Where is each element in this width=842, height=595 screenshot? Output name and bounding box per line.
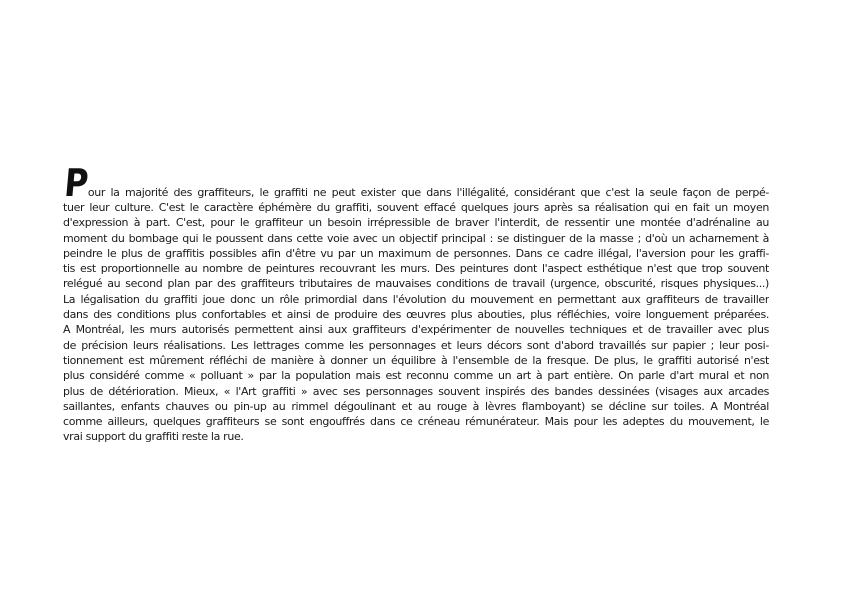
text-line: peindre le plus de graffitis possibles afin d'être vu par un maximum de personnes. Dans ce cadre illégal, l'aversion pour les graffi- (63, 246, 769, 260)
drop-cap: P (62, 161, 91, 205)
text-line: comme ailleurs, quelques graffiteurs se sont engouffrés dans ce créneau rémunérateur. Mais pour les adeptes du mouvement, le (63, 415, 769, 429)
text-line: dans des conditions plus confortables et ainsi de produire des œuvres plus abouties, plus réfléchies, voire longuement préparées. (63, 308, 769, 322)
text-line: d'expression à part. C'est, pour le graffiteur un besoin irrépressible de braver l'interdit, de ressentir une montée d'adrénaline au (63, 216, 769, 230)
text-line: vrai support du graffiti reste la rue. (63, 430, 244, 444)
text-line: de précision leurs réalisations. Les lettrages comme les personnages et leurs décors sont d'abord travaillés sur papier ; leur posi- (63, 338, 769, 352)
first-line (62, 160, 769, 205)
text-line: tionnement est mûrement réfléchi de manière à donner un équilibre à l'ensemble de la fresque. De plus, le graffiti autorisé n'est (63, 353, 769, 367)
body-paragraph (63, 160, 769, 445)
text-line: A Montréal, les murs autorisés permettent ainsi aux graffiteurs d'expérimenter de nouvelles techniques et de travailler avec plus (63, 323, 769, 337)
text-line: moment du bombage qui le poussent dans cette voie avec un objectif principal : se distinguer de la masse ; d'où un acharnement à (63, 231, 769, 245)
text-line: relégué au second plan par des graffiteurs tributaires de mauvaises conditions de travail (urgence, obscurité, risques physiques...) (63, 277, 769, 291)
text-line: plus de détérioration. Mieux, « l'Art graffiti » avec ses personnages souvent inspirés des bandes dessinées (visages aux arcades (63, 384, 769, 398)
text-line: plus considéré comme « polluant » par la population mais est reconnu comme un art à part entière. On parle d'art mural et non (63, 369, 769, 383)
text-line: tuer leur culture. C'est le caractère éphémère du graffiti, souvent effacé quelques jours après sa réalisation qui en fait un moyen (63, 201, 769, 214)
text-line: saillantes, enfants chauves ou pin-up au rimmel dégoulinant et au rouge à lèvres flamboyant) se décline sur toiles. A Montréal (63, 399, 769, 413)
text-line: La légalisation du graffiti joue donc un rôle primordial dans l'évolution du mouvement en permettant aux graffiteurs de travailler (63, 292, 769, 306)
text-line: our la majorité des graffiteurs, le graffiti ne peut exister que dans l'illégalité, considérant que c'est la seule façon de perpé- (87, 185, 769, 199)
text-line: tis est proportionnelle au nombre de peintures recouvrant les murs. Des peintures dont l'aspect esthétique n'est que trop souvent (63, 262, 769, 276)
